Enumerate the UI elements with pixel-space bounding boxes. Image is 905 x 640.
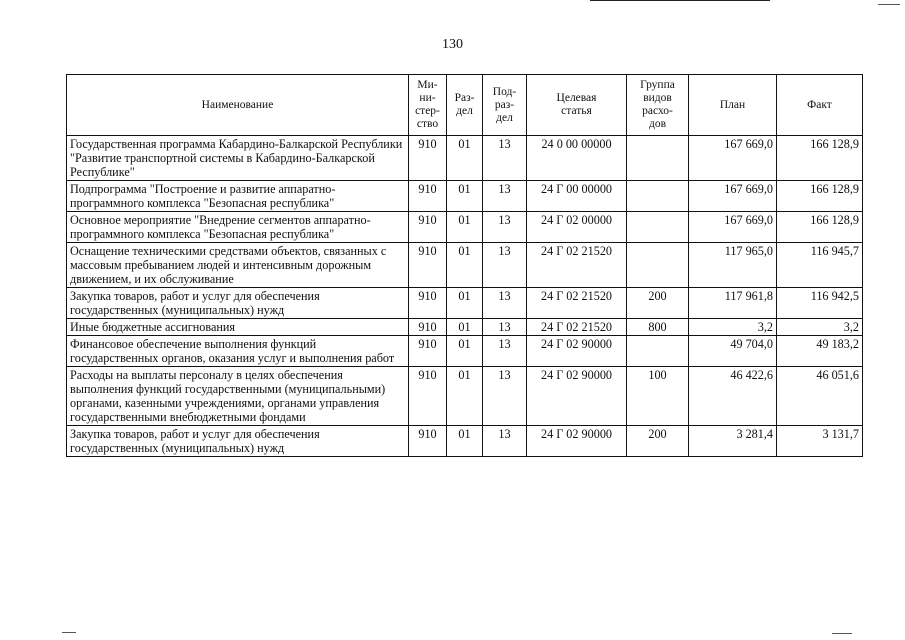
header-ministry: Ми- ни- стер- ство — [409, 75, 447, 136]
cell-fact: 3,2 — [777, 319, 863, 336]
cell-fact: 166 128,9 — [777, 212, 863, 243]
cell-ministry: 910 — [409, 181, 447, 212]
cell-group — [627, 136, 689, 181]
cell-ministry: 910 — [409, 367, 447, 426]
cell-target: 24 Г 02 90000 — [527, 367, 627, 426]
cell-section: 01 — [447, 136, 483, 181]
cell-plan: 49 704,0 — [689, 336, 777, 367]
cell-ministry: 910 — [409, 319, 447, 336]
cell-name: Расходы на выплаты персоналу в целях обеспечения выполнения функций государственными (муниципальными) органами, казенными учреждениями, органами управления государственными внебюджетными фондами — [67, 367, 409, 426]
cell-section: 01 — [447, 243, 483, 288]
cell-subsection: 13 — [483, 243, 527, 288]
cell-name: Закупка товаров, работ и услуг для обеспечения государственных (муниципальных) нужд — [67, 288, 409, 319]
cell-fact: 49 183,2 — [777, 336, 863, 367]
cell-plan: 167 669,0 — [689, 181, 777, 212]
cell-target: 24 0 00 00000 — [527, 136, 627, 181]
cell-section: 01 — [447, 319, 483, 336]
cell-name: Финансовое обеспечение выполнения функций государственных органов, оказания услуг и выполнения работ — [67, 336, 409, 367]
cell-group — [627, 181, 689, 212]
cell-name: Оснащение техническими средствами объектов, связанных с массовым пребыванием людей и интенсивным дорожным движением, и их обслуживание — [67, 243, 409, 288]
cell-name: Основное мероприятие "Внедрение сегментов аппаратно-программного комплекса "Безопасная республика" — [67, 212, 409, 243]
table-header-row — [67, 75, 863, 136]
table-row — [67, 426, 863, 457]
cell-subsection: 13 — [483, 426, 527, 457]
cell-target: 24 Г 02 00000 — [527, 212, 627, 243]
table-row — [67, 288, 863, 319]
cell-subsection: 13 — [483, 319, 527, 336]
cell-group: 800 — [627, 319, 689, 336]
header-section: Раз- дел — [447, 75, 483, 136]
cell-plan: 167 669,0 — [689, 136, 777, 181]
table-row — [67, 319, 863, 336]
header-fact: Факт — [777, 75, 863, 136]
cell-section: 01 — [447, 336, 483, 367]
cell-plan: 117 961,8 — [689, 288, 777, 319]
table-body — [67, 136, 863, 457]
cell-subsection: 13 — [483, 288, 527, 319]
table-row — [67, 243, 863, 288]
top-rule — [590, 0, 770, 1]
cell-name: Иные бюджетные ассигнования — [67, 319, 409, 336]
table-row — [67, 136, 863, 181]
cell-name: Подпрограмма "Построение и развитие аппаратно-программного комплекса "Безопасная республика" — [67, 181, 409, 212]
cell-section: 01 — [447, 426, 483, 457]
cell-fact: 116 942,5 — [777, 288, 863, 319]
cell-ministry: 910 — [409, 136, 447, 181]
header-plan: План — [689, 75, 777, 136]
cell-group — [627, 336, 689, 367]
cell-target: 24 Г 02 21520 — [527, 319, 627, 336]
cell-group — [627, 212, 689, 243]
table-row — [67, 336, 863, 367]
header-target: Целевая статья — [527, 75, 627, 136]
page-number: 130 — [442, 37, 463, 52]
cell-fact: 3 131,7 — [777, 426, 863, 457]
corner-mark-top-right — [878, 4, 900, 5]
cell-group: 200 — [627, 288, 689, 319]
cell-section: 01 — [447, 181, 483, 212]
cell-target: 24 Г 02 90000 — [527, 426, 627, 457]
cell-subsection: 13 — [483, 212, 527, 243]
budget-table — [66, 74, 863, 457]
cell-subsection: 13 — [483, 181, 527, 212]
header-name: Наименование — [67, 75, 409, 136]
cell-group: 200 — [627, 426, 689, 457]
cell-plan: 46 422,6 — [689, 367, 777, 426]
cell-fact: 46 051,6 — [777, 367, 863, 426]
cell-plan: 3 281,4 — [689, 426, 777, 457]
cell-ministry: 910 — [409, 288, 447, 319]
table-row — [67, 212, 863, 243]
table-row — [67, 367, 863, 426]
cell-section: 01 — [447, 367, 483, 426]
cell-ministry: 910 — [409, 426, 447, 457]
cell-group — [627, 243, 689, 288]
cell-target: 24 Г 02 21520 — [527, 243, 627, 288]
cell-section: 01 — [447, 288, 483, 319]
cell-plan: 167 669,0 — [689, 212, 777, 243]
header-group: Группа видов расхо- дов — [627, 75, 689, 136]
cell-name: Государственная программа Кабардино-Балкарской Республики "Развитие транспортной системы в Кабардино-Балкарской Республике" — [67, 136, 409, 181]
table-row — [67, 181, 863, 212]
cell-ministry: 910 — [409, 212, 447, 243]
cell-ministry: 910 — [409, 336, 447, 367]
corner-mark-bottom-right — [832, 633, 852, 634]
cell-section: 01 — [447, 212, 483, 243]
cell-fact: 166 128,9 — [777, 136, 863, 181]
cell-subsection: 13 — [483, 336, 527, 367]
cell-plan: 117 965,0 — [689, 243, 777, 288]
cell-subsection: 13 — [483, 136, 527, 181]
cell-group: 100 — [627, 367, 689, 426]
cell-subsection: 13 — [483, 367, 527, 426]
cell-ministry: 910 — [409, 243, 447, 288]
cell-name: Закупка товаров, работ и услуг для обеспечения государственных (муниципальных) нужд — [67, 426, 409, 457]
cell-target: 24 Г 00 00000 — [527, 181, 627, 212]
header-subsection: Под- раз- дел — [483, 75, 527, 136]
cell-fact: 166 128,9 — [777, 181, 863, 212]
cell-target: 24 Г 02 90000 — [527, 336, 627, 367]
cell-fact: 116 945,7 — [777, 243, 863, 288]
corner-mark-bottom-left — [62, 632, 76, 633]
cell-plan: 3,2 — [689, 319, 777, 336]
cell-target: 24 Г 02 21520 — [527, 288, 627, 319]
